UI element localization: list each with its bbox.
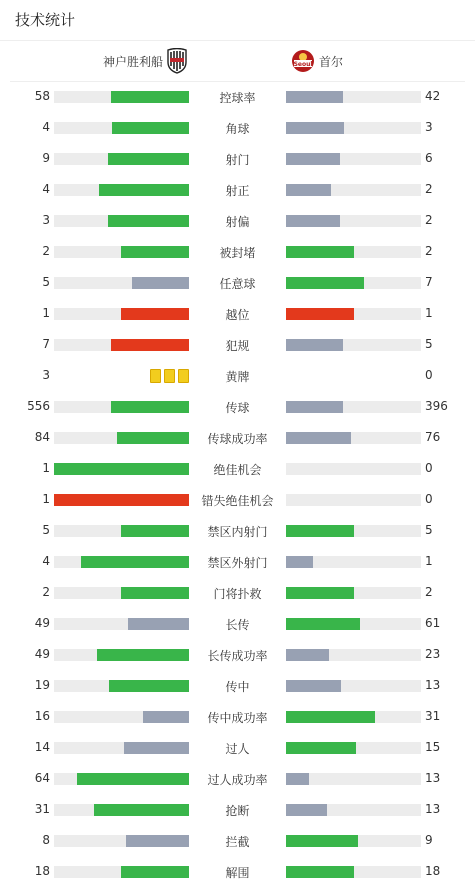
home-bar-track xyxy=(54,680,189,692)
home-bar-fill xyxy=(108,215,189,227)
home-value: 19 xyxy=(34,678,50,692)
away-bar-track xyxy=(286,742,421,754)
home-value: 2 xyxy=(42,244,50,258)
away-value: 61 xyxy=(425,616,441,630)
stat-row xyxy=(0,144,475,175)
home-bar-track xyxy=(54,742,189,754)
away-bar-fill xyxy=(286,308,354,320)
home-team-name: 神户胜利船 xyxy=(102,55,163,69)
stat-label: 被封堵 xyxy=(219,246,256,260)
stat-row xyxy=(0,516,475,547)
stat-row xyxy=(0,764,475,795)
home-bar-track xyxy=(54,649,189,661)
home-bar-track xyxy=(54,463,189,475)
stat-row xyxy=(0,857,475,888)
yellow-card-icon xyxy=(178,369,189,383)
stat-row xyxy=(0,299,475,330)
stat-row xyxy=(0,733,475,764)
home-value: 556 xyxy=(27,399,50,413)
stat-label: 禁区内射门 xyxy=(207,525,268,539)
stat-row xyxy=(0,361,475,392)
away-value: 2 xyxy=(425,585,433,599)
home-bar-track xyxy=(54,711,189,723)
away-crest-text: Seoul xyxy=(293,61,313,68)
home-bar-track xyxy=(54,246,189,258)
home-value: 8 xyxy=(42,833,50,847)
stat-row xyxy=(0,547,475,578)
away-team-crest-icon xyxy=(291,49,315,73)
home-value: 16 xyxy=(34,709,50,723)
home-value: 14 xyxy=(34,740,50,754)
stat-label: 传中 xyxy=(225,680,250,694)
stat-label: 拦截 xyxy=(225,835,250,849)
home-bar-track xyxy=(54,215,189,227)
header-divider xyxy=(0,40,475,41)
away-bar-fill xyxy=(286,432,351,444)
stat-row xyxy=(0,82,475,113)
stat-row xyxy=(0,826,475,857)
home-value: 1 xyxy=(42,461,50,475)
stat-row xyxy=(0,206,475,237)
away-bar-track xyxy=(286,339,421,351)
home-value: 7 xyxy=(42,337,50,351)
home-bar-fill xyxy=(121,866,189,878)
away-bar-track xyxy=(286,680,421,692)
away-bar-track xyxy=(286,649,421,661)
home-bar-fill xyxy=(108,153,189,165)
home-bar-fill xyxy=(121,525,189,537)
stat-row xyxy=(0,795,475,826)
home-value: 5 xyxy=(42,275,50,289)
stat-label: 传中成功率 xyxy=(207,711,268,725)
home-bar-fill xyxy=(117,432,189,444)
away-value: 1 xyxy=(425,554,433,568)
away-bar-fill xyxy=(286,835,358,847)
home-bar-fill xyxy=(126,835,189,847)
away-bar-fill xyxy=(286,153,340,165)
home-bar-fill xyxy=(111,91,189,103)
home-bar-fill xyxy=(128,618,189,630)
stat-label: 传球 xyxy=(225,401,250,415)
yellow-card-icon xyxy=(164,369,175,383)
home-bar-fill xyxy=(81,556,189,568)
home-bar-fill xyxy=(97,649,189,661)
away-bar-track xyxy=(286,866,421,878)
stat-row xyxy=(0,113,475,144)
home-value: 2 xyxy=(42,585,50,599)
away-bar-track xyxy=(286,122,421,134)
home-team-crest-icon xyxy=(167,48,187,74)
home-value: 31 xyxy=(34,802,50,816)
stat-row xyxy=(0,640,475,671)
stat-label: 过人 xyxy=(225,742,250,756)
stat-label: 角球 xyxy=(225,122,250,136)
stat-label: 门将扑救 xyxy=(213,587,262,601)
away-bar-track xyxy=(286,804,421,816)
away-bar-fill xyxy=(286,339,343,351)
home-bar-track xyxy=(54,122,189,134)
stat-label: 控球率 xyxy=(219,91,256,105)
home-bar-track xyxy=(54,835,189,847)
away-bar-fill xyxy=(286,525,354,537)
away-value: 42 xyxy=(425,89,441,103)
home-value: 4 xyxy=(42,120,50,134)
home-value: 3 xyxy=(42,368,50,382)
away-value: 9 xyxy=(425,833,433,847)
home-bar-track xyxy=(54,91,189,103)
away-bar-fill xyxy=(286,91,343,103)
stat-row xyxy=(0,671,475,702)
home-bar-track xyxy=(54,618,189,630)
home-bar-fill xyxy=(94,804,189,816)
away-bar-track xyxy=(286,432,421,444)
away-value: 2 xyxy=(425,182,433,196)
away-bar-fill xyxy=(286,866,354,878)
away-bar-track xyxy=(286,91,421,103)
stat-row xyxy=(0,454,475,485)
away-bar-fill xyxy=(286,618,360,630)
stat-label: 错失绝佳机会 xyxy=(201,494,274,508)
away-bar-track xyxy=(286,308,421,320)
away-bar-track xyxy=(286,215,421,227)
home-value: 64 xyxy=(34,771,50,785)
away-value: 0 xyxy=(425,368,433,382)
home-bar-track xyxy=(54,556,189,568)
away-bar-track xyxy=(286,494,421,506)
home-bar-track xyxy=(54,277,189,289)
stat-row xyxy=(0,268,475,299)
away-bar-track xyxy=(286,463,421,475)
away-bar-track xyxy=(286,246,421,258)
away-bar-fill xyxy=(286,215,340,227)
stat-label: 绝佳机会 xyxy=(213,463,262,477)
home-yellow-cards xyxy=(150,369,189,383)
home-bar-fill xyxy=(132,277,189,289)
home-bar-fill xyxy=(77,773,189,785)
away-bar-fill xyxy=(286,246,354,258)
stat-row xyxy=(0,392,475,423)
home-bar-track xyxy=(54,494,189,506)
away-value: 5 xyxy=(425,337,433,351)
stat-label: 抢断 xyxy=(225,804,250,818)
away-bar-fill xyxy=(286,277,364,289)
away-bar-track xyxy=(286,711,421,723)
away-bar-fill xyxy=(286,122,344,134)
away-bar-track xyxy=(286,773,421,785)
away-bar-fill xyxy=(286,773,309,785)
home-bar-fill xyxy=(124,742,189,754)
away-value: 13 xyxy=(425,771,441,785)
away-bar-track xyxy=(286,835,421,847)
stat-label: 解围 xyxy=(225,866,250,880)
away-value: 1 xyxy=(425,306,433,320)
away-value: 31 xyxy=(425,709,441,723)
home-bar-track xyxy=(54,773,189,785)
away-bar-track xyxy=(286,587,421,599)
home-value: 4 xyxy=(42,554,50,568)
home-bar-track xyxy=(54,866,189,878)
home-bar-track xyxy=(54,804,189,816)
away-bar-fill xyxy=(286,680,341,692)
away-value: 5 xyxy=(425,523,433,537)
stat-label: 射门 xyxy=(225,153,250,167)
home-bar-fill xyxy=(121,587,189,599)
away-value: 2 xyxy=(425,213,433,227)
away-value: 6 xyxy=(425,151,433,165)
page-title: 技术统计 xyxy=(15,11,76,29)
stat-label: 任意球 xyxy=(219,277,256,291)
away-bar-fill xyxy=(286,711,375,723)
away-value: 23 xyxy=(425,647,441,661)
stat-row xyxy=(0,330,475,361)
stat-label: 传球成功率 xyxy=(207,432,268,446)
stat-row xyxy=(0,702,475,733)
yellow-card-icon xyxy=(150,369,161,383)
home-value: 4 xyxy=(42,182,50,196)
home-value: 9 xyxy=(42,151,50,165)
home-bar-track xyxy=(54,432,189,444)
home-bar-fill xyxy=(121,308,189,320)
away-team-name: 首尔 xyxy=(319,55,344,69)
home-bar-track xyxy=(54,184,189,196)
home-bar-track xyxy=(54,308,189,320)
stat-label: 长传 xyxy=(225,618,250,632)
away-value: 0 xyxy=(425,492,433,506)
away-bar-fill xyxy=(286,742,356,754)
home-value: 1 xyxy=(42,306,50,320)
away-value: 396 xyxy=(425,399,448,413)
stat-row xyxy=(0,485,475,516)
away-value: 15 xyxy=(425,740,441,754)
home-value: 1 xyxy=(42,492,50,506)
home-value: 49 xyxy=(34,647,50,661)
stat-label: 过人成功率 xyxy=(207,773,268,787)
away-bar-track xyxy=(286,153,421,165)
home-value: 5 xyxy=(42,523,50,537)
stat-label: 黄牌 xyxy=(225,370,250,384)
home-bar-track xyxy=(54,153,189,165)
home-value: 18 xyxy=(34,864,50,878)
home-bar-fill xyxy=(54,494,189,506)
home-bar-fill xyxy=(54,463,189,475)
away-value: 76 xyxy=(425,430,441,444)
stat-row xyxy=(0,609,475,640)
away-bar-fill xyxy=(286,184,331,196)
stat-label: 越位 xyxy=(225,308,250,322)
home-bar-fill xyxy=(109,680,189,692)
away-bar-fill xyxy=(286,649,329,661)
home-bar-fill xyxy=(112,122,189,134)
away-value: 2 xyxy=(425,244,433,258)
away-bar-track xyxy=(286,556,421,568)
stat-row xyxy=(0,237,475,268)
away-bar-fill xyxy=(286,401,343,413)
home-value: 3 xyxy=(42,213,50,227)
stat-label: 禁区外射门 xyxy=(207,556,268,570)
stat-label: 射偏 xyxy=(225,215,250,229)
away-bar-fill xyxy=(286,587,354,599)
stat-row xyxy=(0,175,475,206)
stat-label: 犯规 xyxy=(225,339,250,353)
stat-row xyxy=(0,578,475,609)
home-value: 84 xyxy=(34,430,50,444)
stat-label: 射正 xyxy=(225,184,250,198)
teams-header xyxy=(0,46,475,80)
away-value: 7 xyxy=(425,275,433,289)
away-value: 3 xyxy=(425,120,433,134)
stat-label: 长传成功率 xyxy=(207,649,268,663)
away-value: 13 xyxy=(425,678,441,692)
home-value: 58 xyxy=(34,89,50,103)
home-bar-fill xyxy=(111,401,189,413)
home-bar-track xyxy=(54,587,189,599)
home-bar-track xyxy=(54,525,189,537)
away-bar-track xyxy=(286,184,421,196)
away-bar-track xyxy=(286,525,421,537)
home-bar-fill xyxy=(143,711,189,723)
home-bar-track xyxy=(54,401,189,413)
home-bar-fill xyxy=(121,246,189,258)
away-bar-track xyxy=(286,277,421,289)
home-bar-fill xyxy=(111,339,189,351)
away-value: 13 xyxy=(425,802,441,816)
home-bar-fill xyxy=(99,184,189,196)
away-bar-fill xyxy=(286,556,313,568)
home-value: 49 xyxy=(34,616,50,630)
away-value: 18 xyxy=(425,864,441,878)
stat-row xyxy=(0,423,475,454)
away-value: 0 xyxy=(425,461,433,475)
home-bar-track xyxy=(54,339,189,351)
away-bar-track xyxy=(286,618,421,630)
stats-list xyxy=(0,82,475,888)
away-bar-fill xyxy=(286,804,327,816)
away-bar-track xyxy=(286,401,421,413)
